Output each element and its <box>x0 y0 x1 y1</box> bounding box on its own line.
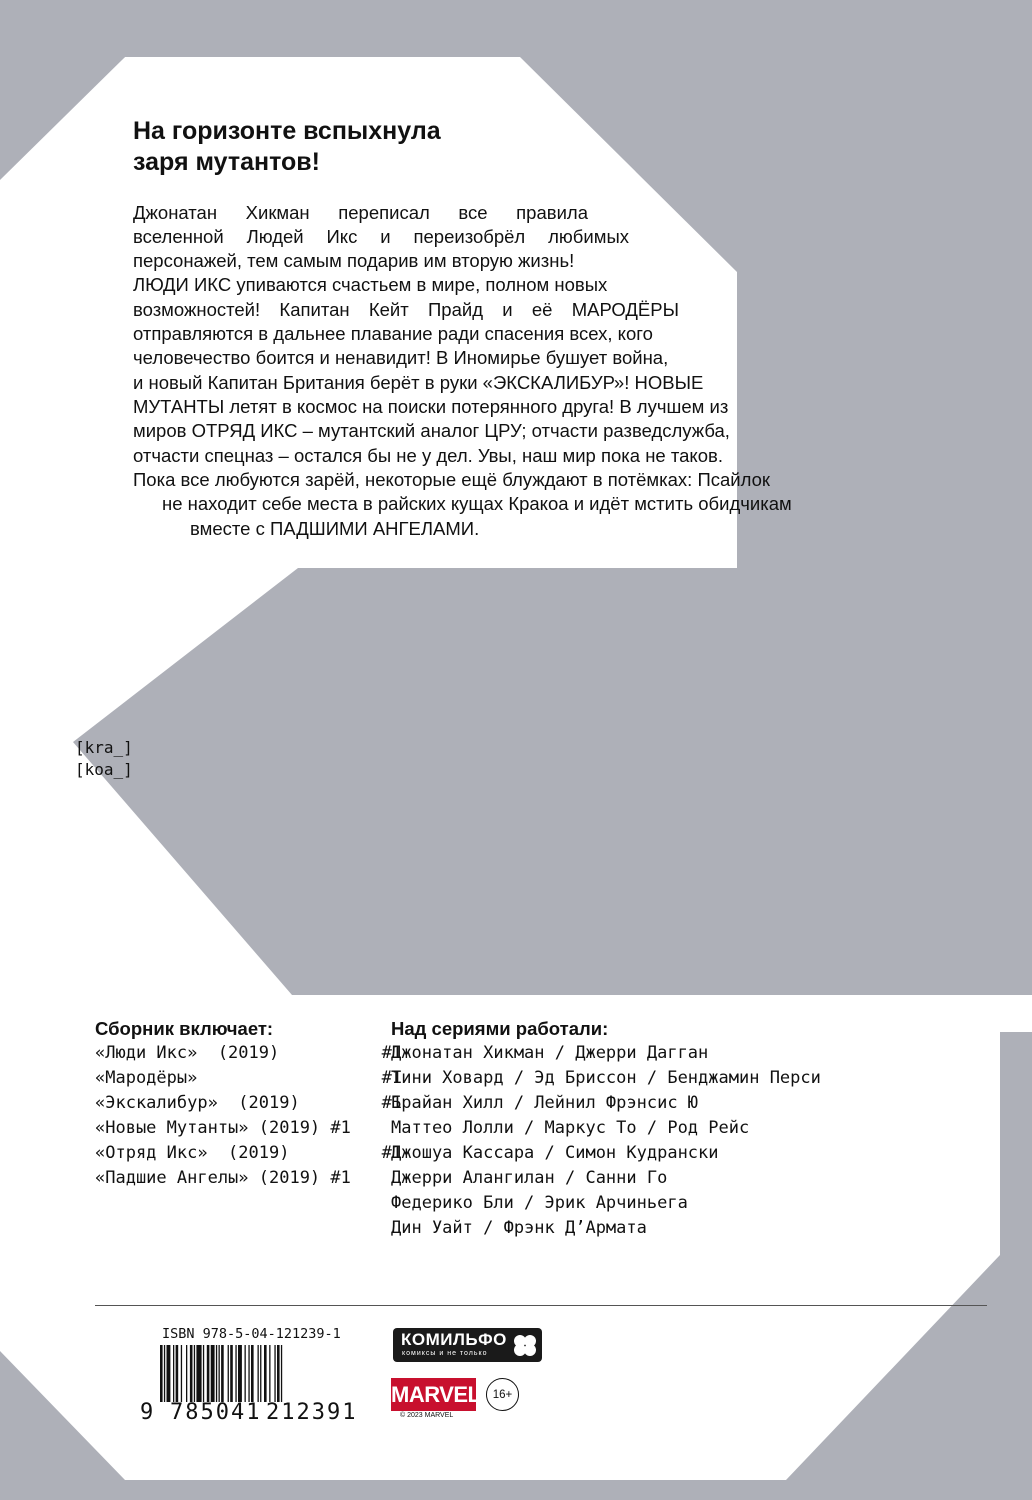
barcode-bar <box>186 1345 187 1402</box>
barcode-bar <box>160 1345 163 1402</box>
barcode-bar <box>164 1345 165 1402</box>
description-line: Джонатан Хикман переписал все правила <box>133 202 588 223</box>
barcode-bar <box>264 1345 267 1402</box>
credits-item: Маттео Лолли / Маркус То / Род Рейс <box>391 1118 750 1138</box>
code-kra: [kra_] <box>75 738 133 757</box>
credits-item: Джошуа Кассара / Симон Кудрански <box>391 1143 719 1163</box>
publisher-name: КОМИЛЬФО <box>401 1330 507 1349</box>
barcode-bar <box>194 1345 195 1402</box>
headline <box>133 116 593 178</box>
description-line: отправляются в дальнее плавание ради спасения всех, кого <box>133 323 653 344</box>
barcode-bar <box>281 1345 282 1402</box>
barcode-bar <box>277 1345 280 1402</box>
description-line: миров ОТРЯД ИКС – мутантский аналог ЦРУ; отчасти разведслужба, <box>133 420 730 441</box>
credits-item: Федерико Бли / Эрик Арчиньега <box>391 1193 688 1213</box>
publisher-logo <box>393 1328 542 1362</box>
collection-item: «Падшие Ангелы» (2019) #1 <box>95 1168 351 1188</box>
barcode-bar <box>238 1345 242 1402</box>
barcode-bar <box>203 1345 204 1402</box>
barcode-bar <box>207 1345 210 1402</box>
description-line: вместе с ПАДШИМИ АНГЕЛАМИ. <box>190 518 480 539</box>
credits-list <box>391 1041 821 1241</box>
clover-icon <box>512 1333 538 1357</box>
credits-item: Брайан Хилл / Лейнил Фрэнсис Ю <box>391 1093 699 1113</box>
barcode-bar <box>221 1345 224 1402</box>
collection-title: Сборник включает: <box>95 1018 274 1039</box>
barcode-group-1: 785041 <box>170 1400 262 1425</box>
age-rating-badge: 16+ <box>486 1378 519 1411</box>
description-line: не находит себе места в райских кущах Кракоа и идёт мстить обидчикам <box>162 493 792 514</box>
description-line: возможностей! Капитан Кейт Прайд и её МАРОДЁРЫ <box>133 299 679 320</box>
credits-item: Джерри Алангилан / Санни Го <box>391 1168 668 1188</box>
description-line: и новый Капитан Британия берёт в руки «ЭКСКАЛИБУР»! НОВЫЕ <box>133 372 704 393</box>
collection-item: «Новые Мутанты» (2019) #1 <box>95 1118 351 1138</box>
credits-item: Джонатан Хикман / Джерри Дагган <box>391 1043 709 1063</box>
description-line: ЛЮДИ ИКС упиваются счастьем в мире, полном новых <box>133 274 608 295</box>
barcode-first-digit: 9 <box>140 1400 156 1425</box>
barcode <box>160 1345 365 1402</box>
barcode-bar <box>176 1345 179 1402</box>
barcode-bar <box>274 1345 275 1402</box>
barcode-bar <box>235 1345 236 1402</box>
collection-item: «Экскалибур» (2019) #1 <box>95 1093 403 1113</box>
divider <box>95 1305 987 1306</box>
barcode-bar <box>181 1345 182 1402</box>
isbn-label: ISBN 978-5-04-121239-1 <box>162 1326 341 1342</box>
barcode-bar <box>167 1345 171 1402</box>
description-line: МУТАНТЫ летят в космос на поиски потерянного друга! В лучшем из <box>133 396 729 417</box>
collection-list <box>95 1041 402 1191</box>
headline-line-1: На горизонте вспыхнула <box>133 117 441 145</box>
collection-item: «Люди Икс» (2019) #1 <box>95 1043 403 1063</box>
barcode-group-2: 212391 <box>266 1400 358 1425</box>
collection-item: «Отряд Икс» (2019) #1 <box>95 1143 403 1163</box>
barcode-bar <box>269 1345 270 1402</box>
barcode-bar <box>196 1345 201 1402</box>
barcode-bar <box>219 1345 220 1402</box>
description-line: вселенной Людей Икс и переизобрёл любимых <box>133 226 629 247</box>
barcode-bar <box>230 1345 233 1402</box>
marvel-copyright: © 2023 MARVEL <box>400 1412 454 1419</box>
description-line: персонажей, тем самым подарив им вторую жизнь! <box>133 250 575 271</box>
barcode-bar <box>173 1345 174 1402</box>
barcode-bar <box>258 1345 259 1402</box>
description-line: Пока все любуются зарёй, некоторые ещё блуждают в потёмках: Псайлок <box>133 469 771 490</box>
barcode-bar <box>260 1345 261 1402</box>
barcode-bar <box>248 1345 249 1402</box>
credits-item: Тини Ховард / Эд Бриссон / Бенджамин Перси <box>391 1068 821 1088</box>
headline-line-2: заря мутантов! <box>133 148 320 176</box>
credits-title: Над сериями работали: <box>391 1018 609 1039</box>
barcode-bar <box>245 1345 246 1402</box>
collection-item: «Мародёры» #1 <box>95 1068 403 1088</box>
barcode-bar <box>216 1345 217 1402</box>
description-line: отчасти спецназ – остался бы не у дел. Увы, наш мир пока не таков. <box>133 445 723 466</box>
publisher-tagline: комиксы и не только <box>402 1350 488 1357</box>
code-koa: [koa_] <box>75 760 133 779</box>
marvel-logo: MARVEL <box>391 1378 476 1411</box>
barcode-bar <box>190 1345 193 1402</box>
description-line: человечество боится и ненавидит! В Иномирье бушует война, <box>133 347 669 368</box>
barcode-bar <box>228 1345 229 1402</box>
barcode-bar <box>211 1345 215 1402</box>
barcode-bar <box>251 1345 254 1402</box>
credits-item: Дин Уайт / Фрэнк Д’Армата <box>391 1218 647 1238</box>
